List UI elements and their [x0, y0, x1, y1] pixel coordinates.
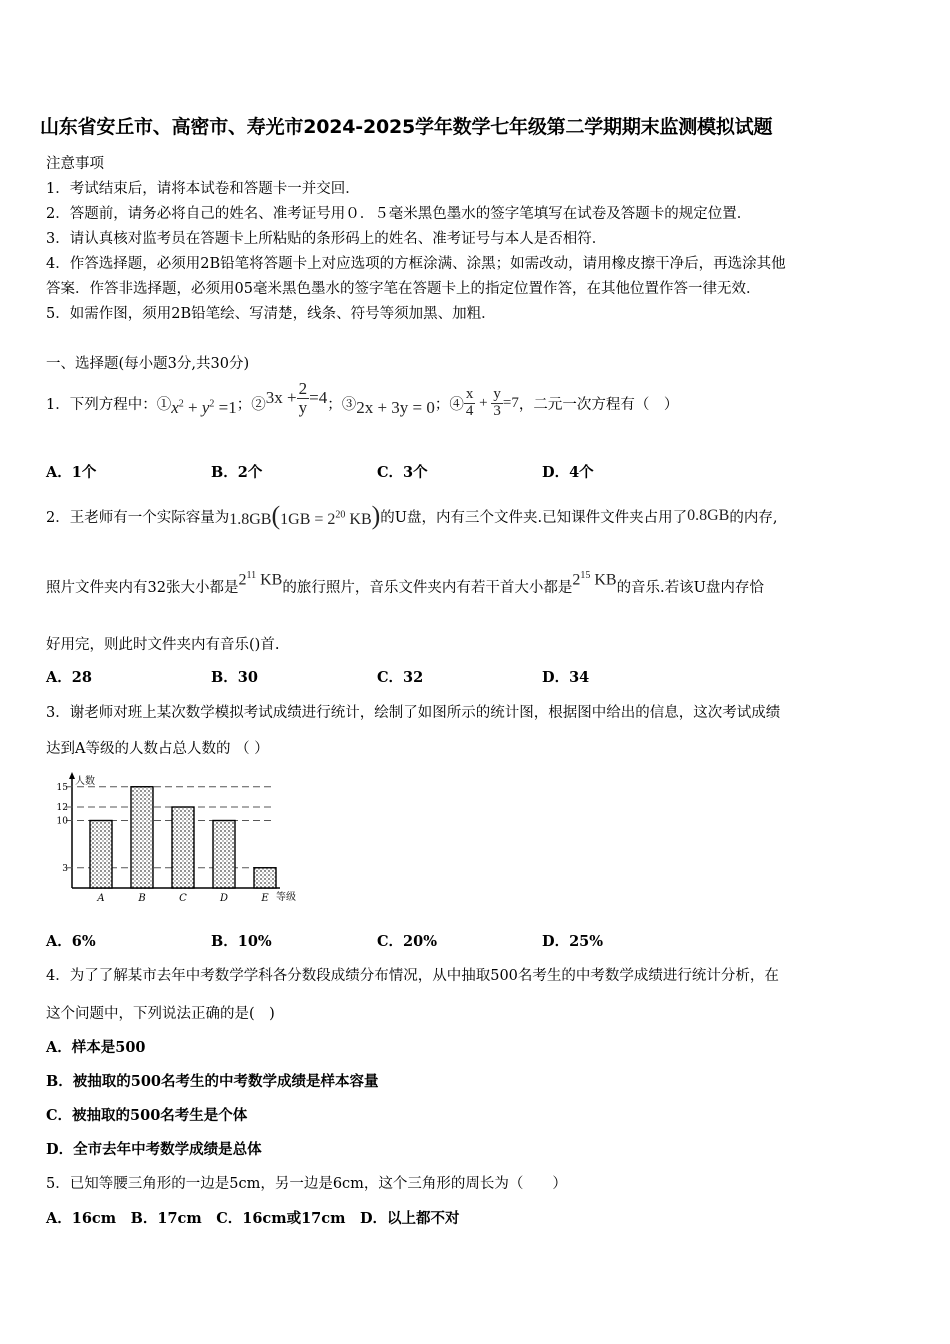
- question-2-line-3: 好用完，则此时文件夹内有音乐()首.: [46, 637, 280, 653]
- capacity-value: $1.8GB(1GB = 2^{20}$ KB): [229, 501, 381, 530]
- q4-option-d[interactable]: D．全市去年中考数学成绩是总体: [46, 1141, 262, 1158]
- q5-options[interactable]: A．16cm B．17cm C．16cm或17cm D．以上都不对: [46, 1210, 460, 1227]
- q3-option-b[interactable]: B．10%: [211, 933, 272, 950]
- y-tick-label: 15: [56, 782, 68, 793]
- bars: [90, 787, 276, 888]
- x-axis-label: 等级: [276, 892, 296, 903]
- notice-heading: 注意事项: [46, 156, 104, 172]
- q1-option-d[interactable]: D．4个: [542, 464, 594, 481]
- bar-e: [254, 868, 276, 888]
- bar-d: [213, 821, 235, 889]
- music-size: $2^{15}$ KB: [572, 570, 617, 589]
- equation-1: $x^2 + y^2 =1$: [171, 398, 237, 417]
- bar-c: [172, 807, 194, 888]
- question-5: 5．已知等腰三角形的一边是5cm，另一边是6cm，这个三角形的周长为（ ）: [46, 1176, 567, 1192]
- notice-item: 5．如需作图，须用2B铅笔绘、写清楚，线条、符号等须加黑、加粗．: [46, 306, 496, 322]
- equation-3: 2x + 3y = 0: [356, 398, 435, 417]
- y-tick-labels: [57, 783, 69, 874]
- bar-a: [90, 821, 112, 889]
- q3-option-a[interactable]: A．6%: [46, 933, 96, 950]
- bar-chart: [44, 770, 306, 906]
- x-tick-label: C: [179, 893, 187, 904]
- q4-option-a[interactable]: A．样本是500: [46, 1039, 146, 1056]
- q2-option-a[interactable]: A．28: [46, 669, 92, 686]
- question-4-line-2: 这个问题中，下列说法正确的是( ): [46, 1006, 275, 1022]
- x-tick-labels: [96, 893, 269, 904]
- question-text: 下列方程中：①: [69, 396, 172, 413]
- x-tick-label: B: [138, 893, 146, 904]
- bar-b: [131, 787, 153, 888]
- q4-option-c[interactable]: C．被抽取的500名考生是个体: [46, 1107, 248, 1124]
- x-tick-label: A: [97, 893, 105, 904]
- q2-option-d[interactable]: D．34: [542, 669, 590, 686]
- y-tick-label: 12: [56, 803, 68, 813]
- q4-option-b[interactable]: B．被抽取的500名考生的中考数学成绩是样本容量: [46, 1073, 379, 1090]
- q3-option-c[interactable]: C．20%: [377, 933, 437, 950]
- question-2-line-1: 2． 王老师有一个实际容量为 $1.8GB(1GB = 2^{20}$ KB) 的U盘，内有三个文件夹.已知课件文件夹占用了 0.8GB 的内存,: [46, 501, 778, 530]
- page-title: 山东省安丘市、高密市、寿光市2024-2025学年数学七年级第二学期期末监测模拟试题: [40, 116, 773, 138]
- q3-option-d[interactable]: D．25%: [542, 933, 604, 950]
- q1-option-b[interactable]: B．2个: [211, 464, 263, 481]
- equation-4: $\frac{x}{4}$ + $\frac{y}{3}$ =7: [465, 385, 519, 419]
- question-number: 1．: [46, 396, 70, 413]
- y-tick-label: 10: [56, 816, 68, 827]
- question-3-line-1: 3．谢老师对班上某次数学模拟考试成绩进行统计，绘制了如图所示的统计图，根据图中给出的信息，这次考试成绩: [46, 705, 781, 721]
- x-tick-label: D: [219, 893, 229, 904]
- q2-option-b[interactable]: B．30: [211, 669, 258, 686]
- q1-option-a[interactable]: A．1个: [46, 464, 97, 481]
- notice-item: 3．请认真核对监考员在答题卡上所粘贴的条形码上的姓名、准考证号与本人是否相符．: [46, 231, 607, 247]
- used-memory: 0.8GB: [687, 507, 730, 524]
- notice-item: 1．考试结束后，请将本试卷和答题卡一并交回．: [46, 181, 360, 197]
- q1-option-c[interactable]: C．3个: [377, 464, 428, 481]
- notice-item: 4．作答选择题，必须用2B铅笔将答题卡上对应选项的方框涂满、涂黑；如需改动，请用橡皮擦干净后，再选涂其他: [46, 256, 786, 272]
- question-3-line-2: 达到A等级的人数占总人数的 （ ）: [46, 741, 269, 757]
- question-4-line-1: 4．为了了解某市去年中考数学学科各分数段成绩分布情况，从中抽取500名考生的中考数学成绩进行统计分析，在: [46, 968, 779, 984]
- question-1: 1． 下列方程中：① $x^2 + y^2 =1$ ；② 3x + $\frac{2}{y}$ =4 ；③ 2x + 3y = 0 ；④ $\frac{x}{4}$ + $\frac{y}{3}$ =7 ，二元一次方程有（ ）: [46, 378, 679, 419]
- equation-2: 3x + $\frac{2}{y}$ =4: [265, 378, 328, 417]
- photo-size: $2^{11}$ KB: [238, 570, 283, 589]
- q2-option-c[interactable]: C．32: [377, 669, 424, 686]
- x-tick-label: E: [261, 893, 269, 904]
- question-2-line-2: 照片文件夹内有32张大小都是 $2^{11}$ KB 的旅行照片，音乐文件夹内有若干首大小都是 $2^{15}$ KB 的音乐.若该U盘内存恰: [46, 570, 764, 596]
- y-tick-label: 3: [62, 863, 68, 874]
- section-heading: 一、选择题(每小题3分,共30分): [46, 356, 250, 372]
- notice-item: 答案．作答非选择题，必须用05毫米黑色墨水的签字笔在答题卡上的指定位置作答，在其他位置作答一律无效．: [46, 281, 761, 297]
- notice-item: 2．答题前，请务必将自己的姓名、准考证号用０．５毫米黑色墨水的签字笔填写在试卷及答题卡的规定位置．: [46, 206, 752, 222]
- y-axis-label: 人数: [75, 776, 95, 787]
